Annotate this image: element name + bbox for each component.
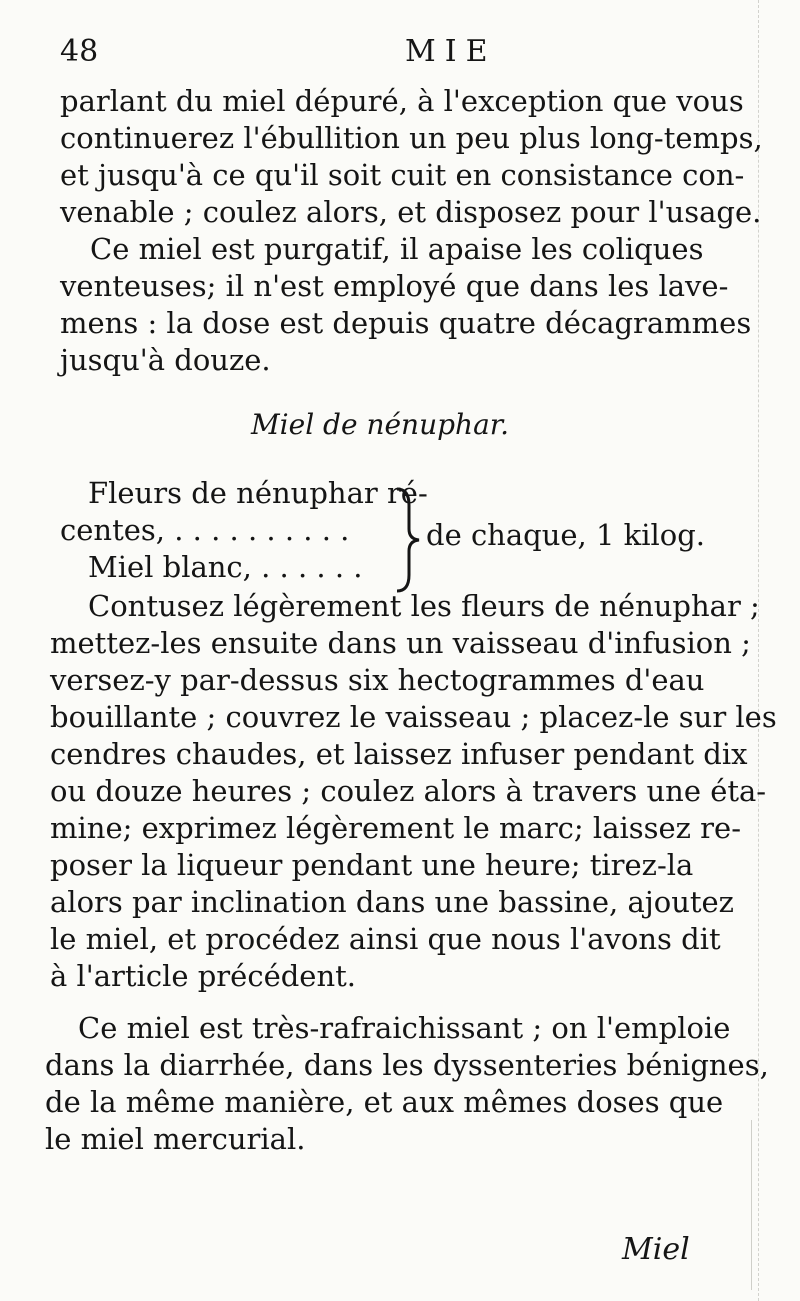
text-line: cendres chaudes, et laissez infuser pendant dix: [50, 737, 748, 771]
text-line: le miel mercurial.: [45, 1122, 306, 1156]
text-line: Contusez légèrement les fleurs de nénuphar ;: [88, 589, 760, 623]
text-line: alors par inclination dans une bassine, ajoutez: [50, 885, 734, 919]
recipe-quantity: de chaque, 1 kilog.: [426, 518, 706, 552]
text-line: continuerez l'ébullition un peu plus long-temps,: [60, 121, 763, 155]
catchword: Miel: [622, 1232, 690, 1267]
text-line: venteuses; il n'est employé que dans les lave-: [60, 269, 729, 303]
recipe-item-line: centes, . . . . . . . . . .: [60, 513, 350, 547]
recipe-item: Miel blanc, . . . . . .: [88, 550, 363, 584]
section-title: Miel de nénuphar.: [251, 408, 509, 441]
text-line: le miel, et procédez ainsi que nous l'avons dit: [50, 922, 721, 956]
text-line: parlant du miel dépuré, à l'exception que vous: [60, 84, 744, 118]
text-line: dans la diarrhée, dans les dyssenteries bénignes,: [45, 1048, 769, 1082]
page-header: [60, 34, 700, 74]
text-line: mine; exprimez légèrement le marc; laissez re-: [50, 811, 742, 845]
text-line: de la même manière, et aux mêmes doses que: [45, 1085, 724, 1119]
text-line: et jusqu'à ce qu'il soit cuit en consistance con-: [60, 158, 745, 192]
running-head: MIE: [405, 34, 497, 69]
text-line: versez-y par-dessus six hectogrammes d'eau: [50, 663, 705, 697]
text-line: Ce miel est purgatif, il apaise les coliques: [90, 232, 704, 266]
text-line: mens : la dose est depuis quatre décagrammes: [60, 306, 752, 340]
text-line: à l'article précédent.: [50, 959, 357, 993]
text-line: bouillante ; couvrez le vaisseau ; placez-le sur les: [50, 700, 777, 734]
text-line: Ce miel est très-rafraichissant ; on l'emploie: [78, 1011, 731, 1045]
text-line: ou douze heures ; coulez alors à travers une éta-: [50, 774, 767, 808]
page-number: 48: [60, 34, 99, 69]
text-line: jusqu'à douze.: [60, 343, 271, 377]
right-brace-icon: [393, 485, 423, 595]
text-line: poser la liqueur pendant une heure; tirez-la: [50, 848, 694, 882]
recipe-item-line: Fleurs de nénuphar ré-: [88, 476, 428, 510]
text-line: mettez-les ensuite dans un vaisseau d'infusion ;: [50, 626, 751, 660]
page-edge-line: [751, 1120, 752, 1290]
text-line: venable ; coulez alors, et disposez pour l'usage.: [60, 195, 762, 229]
